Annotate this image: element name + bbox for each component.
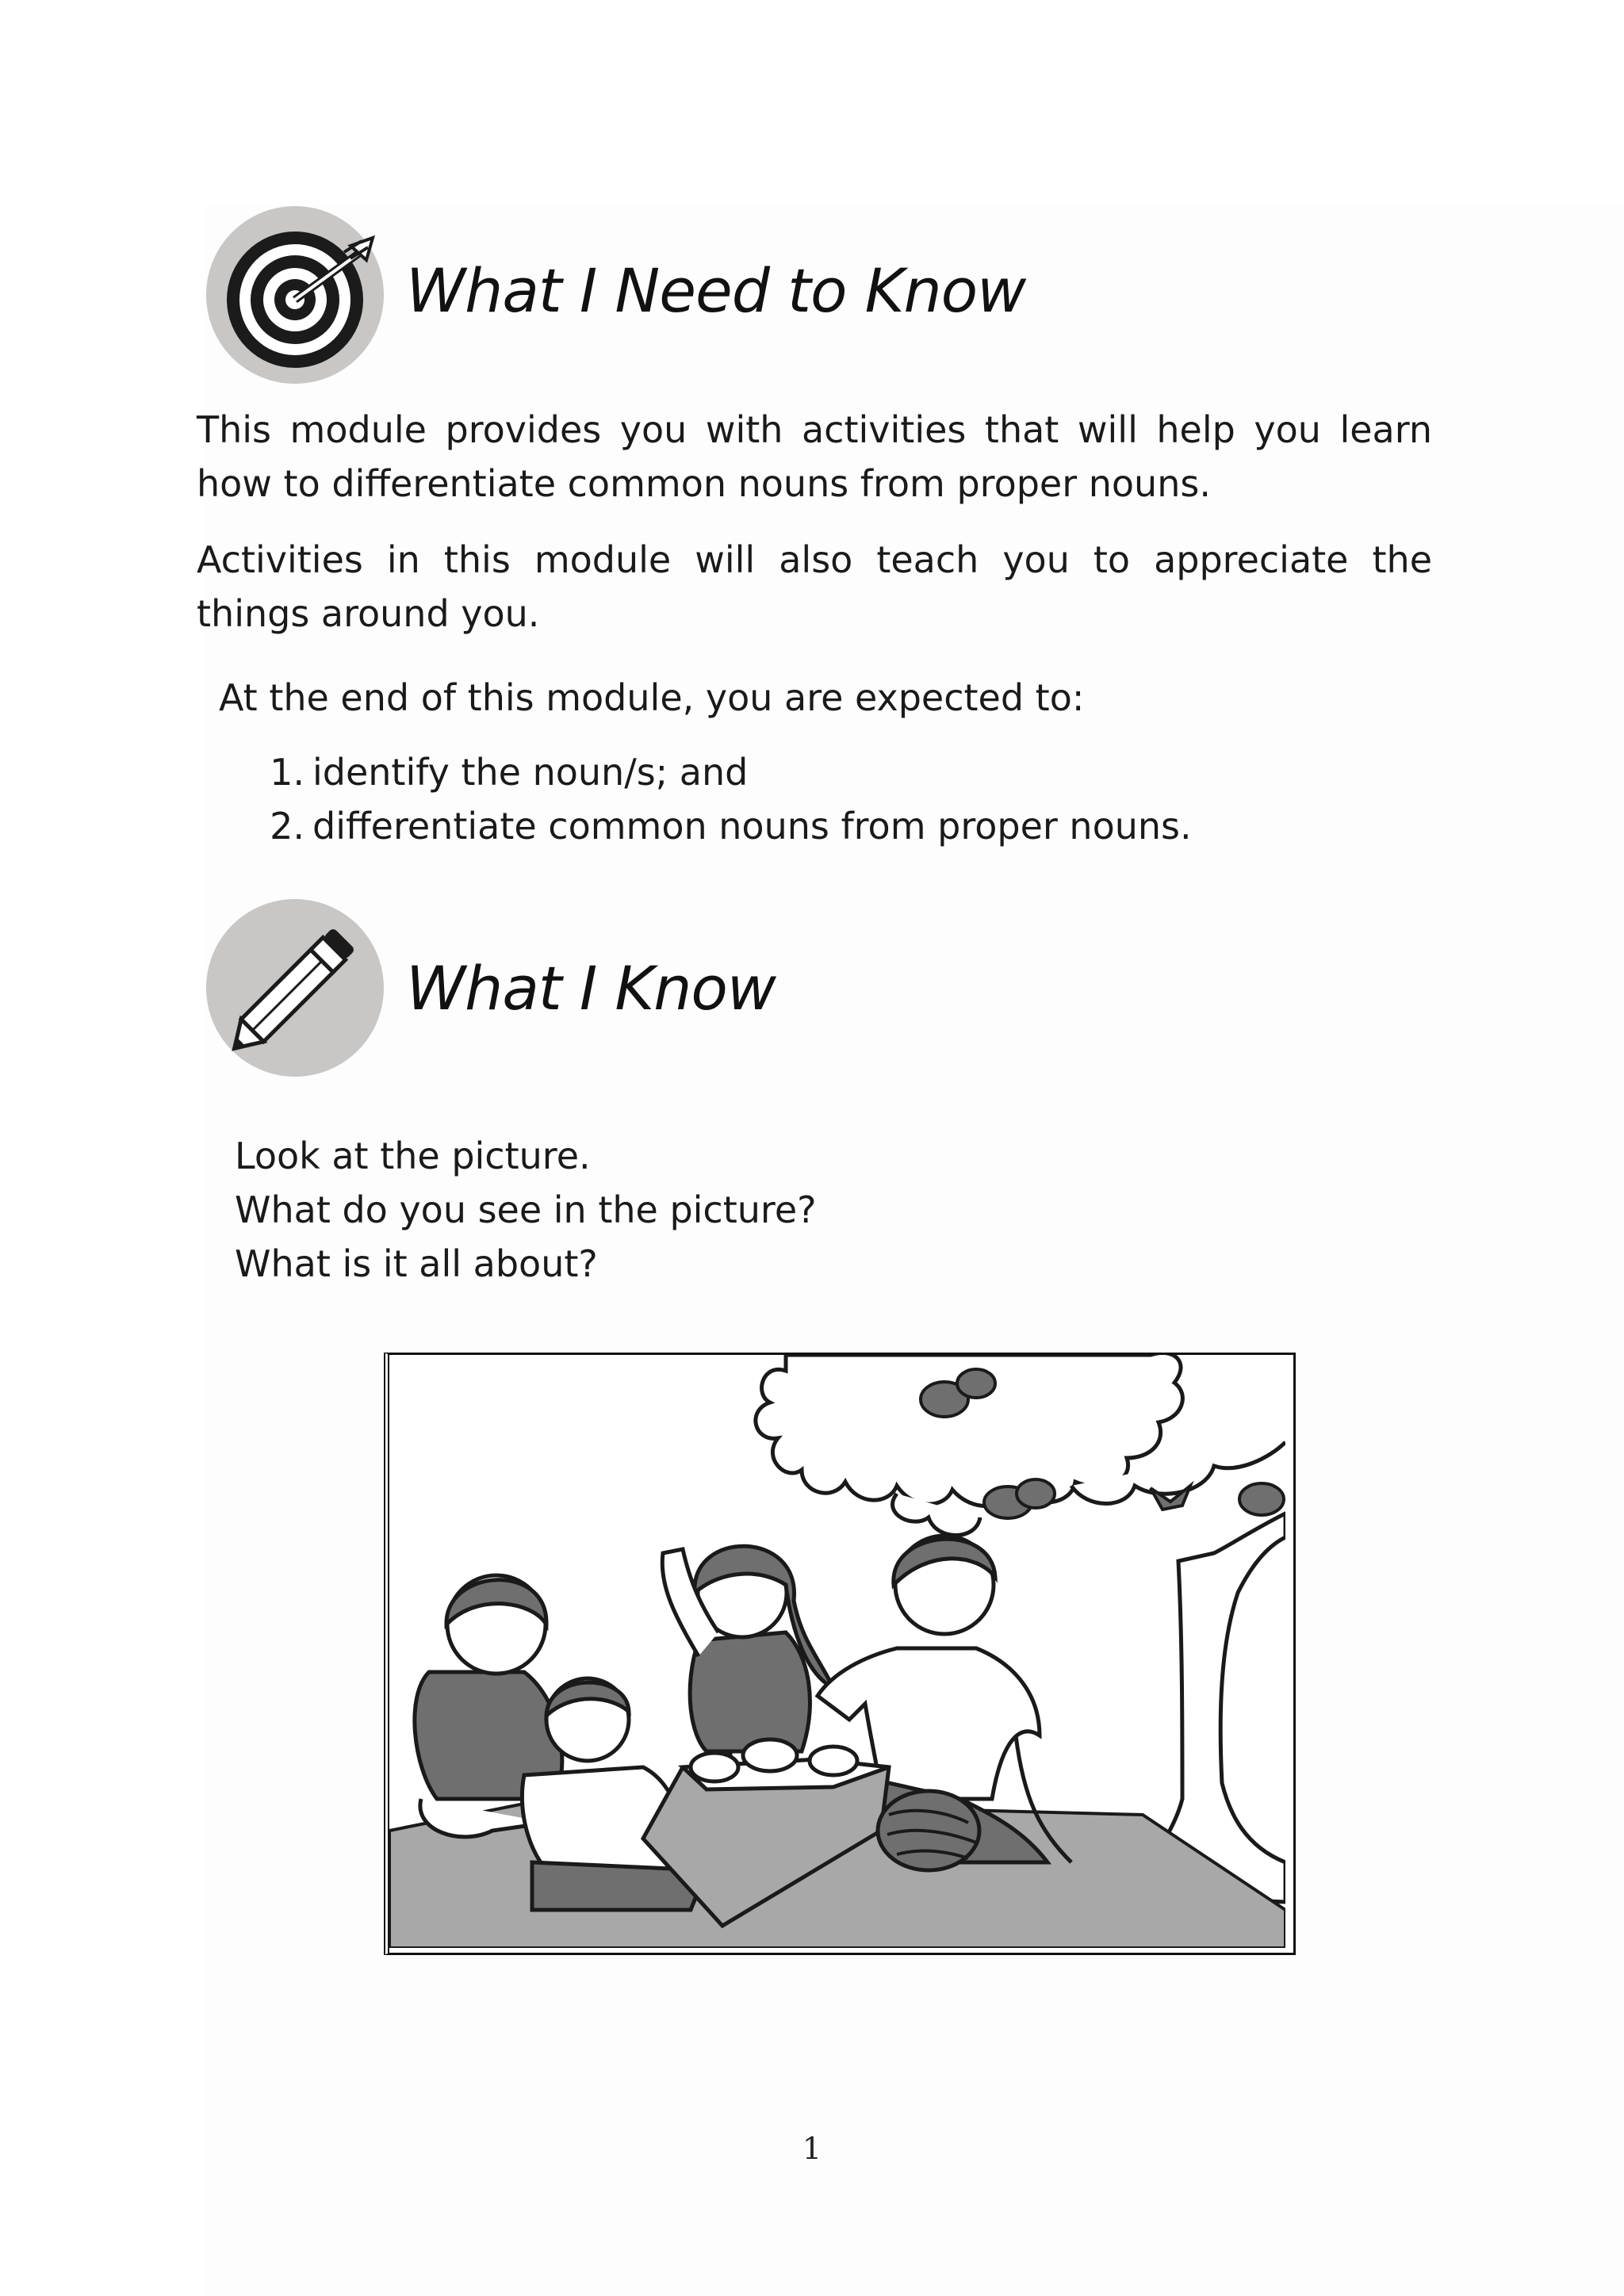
list-item-number: 2. <box>270 805 304 848</box>
prompt-look: Look at the picture. <box>235 1135 591 1177</box>
prompt-what-is-it-about: What is it all about? <box>235 1242 598 1285</box>
target-icon <box>203 203 387 387</box>
list-item-text: identify the noun/s; and <box>312 751 749 794</box>
objectives-list <box>262 745 1192 853</box>
pencil-icon <box>203 896 387 1080</box>
watermelon <box>878 1791 979 1870</box>
prompt-what-do-you-see: What do you see in the picture? <box>235 1188 817 1231</box>
intro-paragraph: This module provides you with activities that will help you learn how to differentiate common nouns from proper nouns. <box>197 408 1432 505</box>
section-heading-what-i-need-to-know: What I Need to Know <box>406 255 1026 326</box>
list-item-number: 1. <box>270 751 304 794</box>
page-number: 1 <box>802 2131 822 2166</box>
list-item-text: differentiate common nouns from proper nouns. <box>312 805 1192 848</box>
list-item <box>262 745 1192 799</box>
section-heading-what-i-know: What I Know <box>406 953 776 1024</box>
appreciation-paragraph: Activities in this module will also teach you to appreciate the things around you. <box>197 538 1432 635</box>
objectives-lead: At the end of this module, you are expected to: <box>219 676 1085 719</box>
list-item <box>262 799 1192 853</box>
family-picnic-illustration <box>384 1353 1296 1955</box>
